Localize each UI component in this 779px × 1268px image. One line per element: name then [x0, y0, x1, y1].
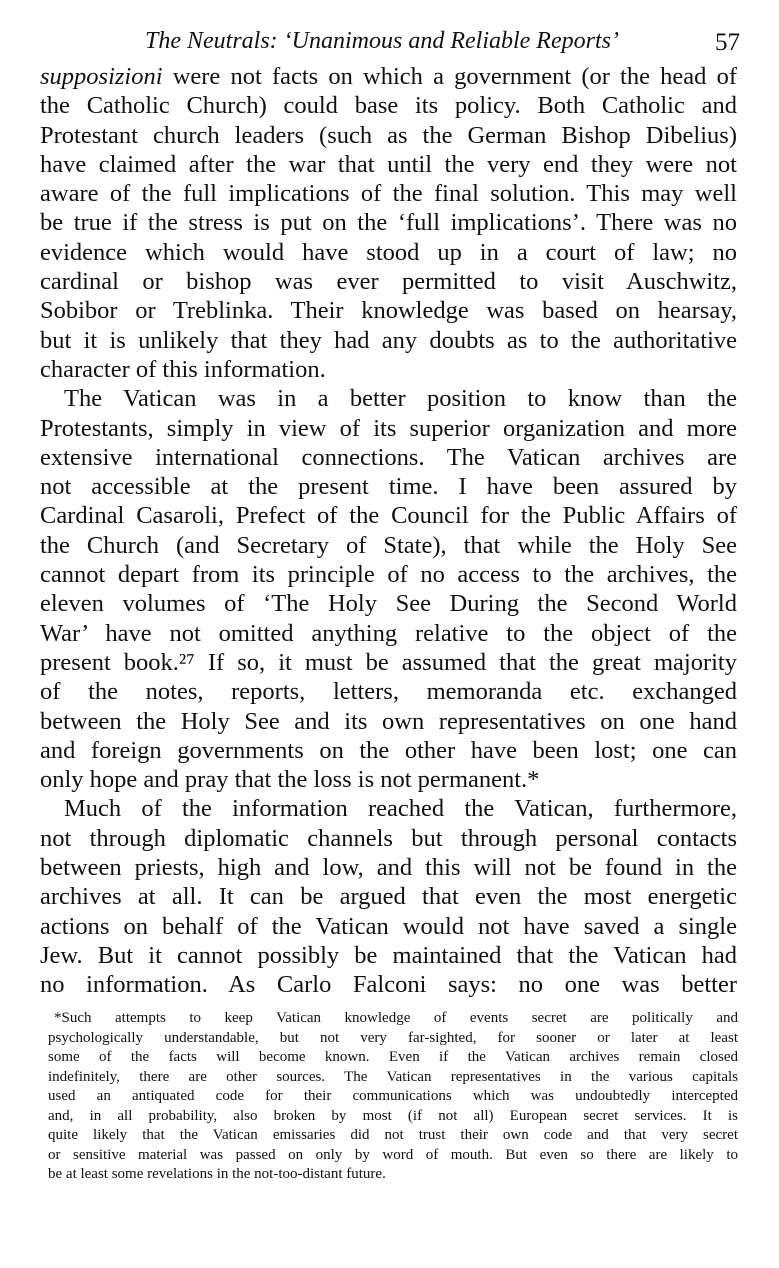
- text-line: [40, 970, 737, 999]
- line-text: not through diplomatic channels but through personal contacts: [40, 824, 737, 852]
- line-text: eleven volumes of ‘The Holy See During the Second World: [40, 590, 737, 618]
- text-line: [40, 824, 737, 853]
- text-line: [40, 707, 737, 736]
- text-line: [40, 619, 737, 648]
- line-text: were not facts on which a government (or the head of: [162, 63, 737, 90]
- footnote-line: [48, 1107, 738, 1127]
- text-line: [40, 912, 737, 941]
- line-text: the Church (and Secretary of State), that while the Holy See: [40, 531, 737, 559]
- line-text: psychologically understandable, but not very far-sighted, for sooner or later at least: [48, 1029, 738, 1046]
- text-line: [40, 238, 737, 267]
- line-text: indefinitely, there are other sources. The Vatican representatives in the various capitals: [48, 1068, 738, 1085]
- line-text: character of this information.: [40, 355, 326, 383]
- page-number: 57: [715, 29, 740, 56]
- line-text: Jew. But it cannot possibly be maintained that the Vatican had: [40, 941, 737, 969]
- line-text: evidence which would have stood up in a court of law; no: [40, 238, 737, 266]
- line-text: between the Holy See and its own representatives on one hand: [40, 707, 737, 735]
- line-text: *Such attempts to keep Vatican knowledge of events secret are politically and: [54, 1010, 738, 1026]
- footnote-line: [48, 1009, 738, 1029]
- line-text: cannot depart from its principle of no access to the archives, the: [40, 561, 737, 589]
- footnote-line: [48, 1068, 738, 1088]
- text-line: [40, 882, 737, 911]
- text-line: [40, 62, 737, 91]
- line-text: Much of the information reached the Vatican, furthermore,: [64, 795, 737, 823]
- line-text: actions on behalf of the Vatican would not have saved a single: [40, 912, 737, 940]
- line-text: and foreign governments on the other have been lost; one can: [40, 736, 737, 764]
- text-line: [40, 560, 737, 589]
- text-line: [40, 91, 737, 120]
- line-text: some of the facts will become known. Even if the Vatican archives remain closed: [48, 1049, 738, 1065]
- text-line: [40, 472, 737, 501]
- line-text: Sobibor or Treblinka. Their knowledge was based on hearsay,: [40, 297, 737, 325]
- line-text: The Vatican was in a better position to know than the: [64, 385, 737, 413]
- body-text: [40, 62, 737, 1000]
- text-line: [40, 414, 737, 443]
- line-text: Protestant church leaders (such as the German Bishop Dibelius): [40, 121, 737, 149]
- line-text: aware of the full implications of the final solution. This may well: [40, 180, 737, 208]
- text-line: [40, 179, 737, 208]
- footnote-line: [48, 1146, 738, 1166]
- footnote-line: [48, 1048, 738, 1068]
- line-text: the Catholic Church) could base its policy. Both Catholic and: [40, 92, 737, 120]
- footnote: [48, 1009, 738, 1185]
- line-text: be true if the stress is put on the ‘full implications’. There was no: [40, 209, 737, 237]
- text-line: [40, 150, 737, 179]
- text-line: [40, 736, 737, 765]
- line-text: present book.²⁷ If so, it must be assumed that the great majority: [40, 648, 737, 676]
- text-line: [40, 267, 737, 296]
- text-line: [40, 853, 737, 882]
- line-text: no information. As Carlo Falconi says: no one was better: [40, 971, 737, 999]
- text-line: [40, 208, 737, 237]
- line-text: quite likely that the Vatican emissaries did not trust their own code and that very secret: [48, 1127, 738, 1143]
- running-title: The Neutrals: ‘Unanimous and Reliable Reports’: [145, 28, 619, 54]
- text-line: [40, 677, 737, 706]
- running-head: [40, 26, 740, 58]
- text-line: [40, 121, 737, 150]
- text-line: [40, 589, 737, 618]
- text-line: [40, 941, 737, 970]
- text-line: [40, 355, 737, 384]
- text-line: [40, 443, 737, 472]
- line-text: extensive international connections. The Vatican archives are: [40, 443, 737, 471]
- footnote-line: [48, 1126, 738, 1146]
- italic-word: supposizioni: [40, 63, 163, 90]
- text-line: [40, 765, 737, 794]
- text-line: [40, 296, 737, 325]
- line-text: archives at all. It can be argued that even the most energetic: [40, 883, 737, 911]
- footnote-line: [48, 1029, 738, 1049]
- line-text: but it is unlikely that they had any doubts as to the authoritative: [40, 326, 737, 354]
- line-text: Protestants, simply in view of its superior organization and more: [40, 414, 737, 442]
- line-text: between priests, high and low, and this will not be found in the: [40, 854, 737, 882]
- line-text: have claimed after the war that until the very end they were not: [40, 150, 737, 178]
- text-line: [40, 326, 737, 355]
- footnote-line: [48, 1165, 738, 1185]
- text-line: [40, 648, 737, 677]
- line-text: of the notes, reports, letters, memoranda etc. exchanged: [40, 678, 737, 706]
- line-text: not accessible at the present time. I have been assured by: [40, 473, 737, 501]
- text-line: [40, 501, 737, 530]
- line-text: cardinal or bishop was ever permitted to visit Auschwitz,: [40, 268, 737, 296]
- text-line: [40, 384, 737, 413]
- text-line: [40, 794, 737, 823]
- footnote-line: [48, 1087, 738, 1107]
- line-text: and, in all probability, also broken by most (if not all) European secret services. It is: [48, 1107, 738, 1124]
- line-text: or sensitive material was passed on only by word of mouth. But even so there are likely to: [48, 1146, 738, 1163]
- text-line: [40, 531, 737, 560]
- line-text: Cardinal Casaroli, Prefect of the Council for the Public Affairs of: [40, 502, 737, 530]
- line-text: used an antiquated code for their communications which was undoubtedly intercepted: [48, 1088, 738, 1104]
- line-text: be at least some revelations in the not-too-distant future.: [48, 1166, 386, 1182]
- line-text: only hope and pray that the loss is not permanent.*: [40, 766, 540, 794]
- line-text: War’ have not omitted anything relative to the object of the: [40, 619, 737, 647]
